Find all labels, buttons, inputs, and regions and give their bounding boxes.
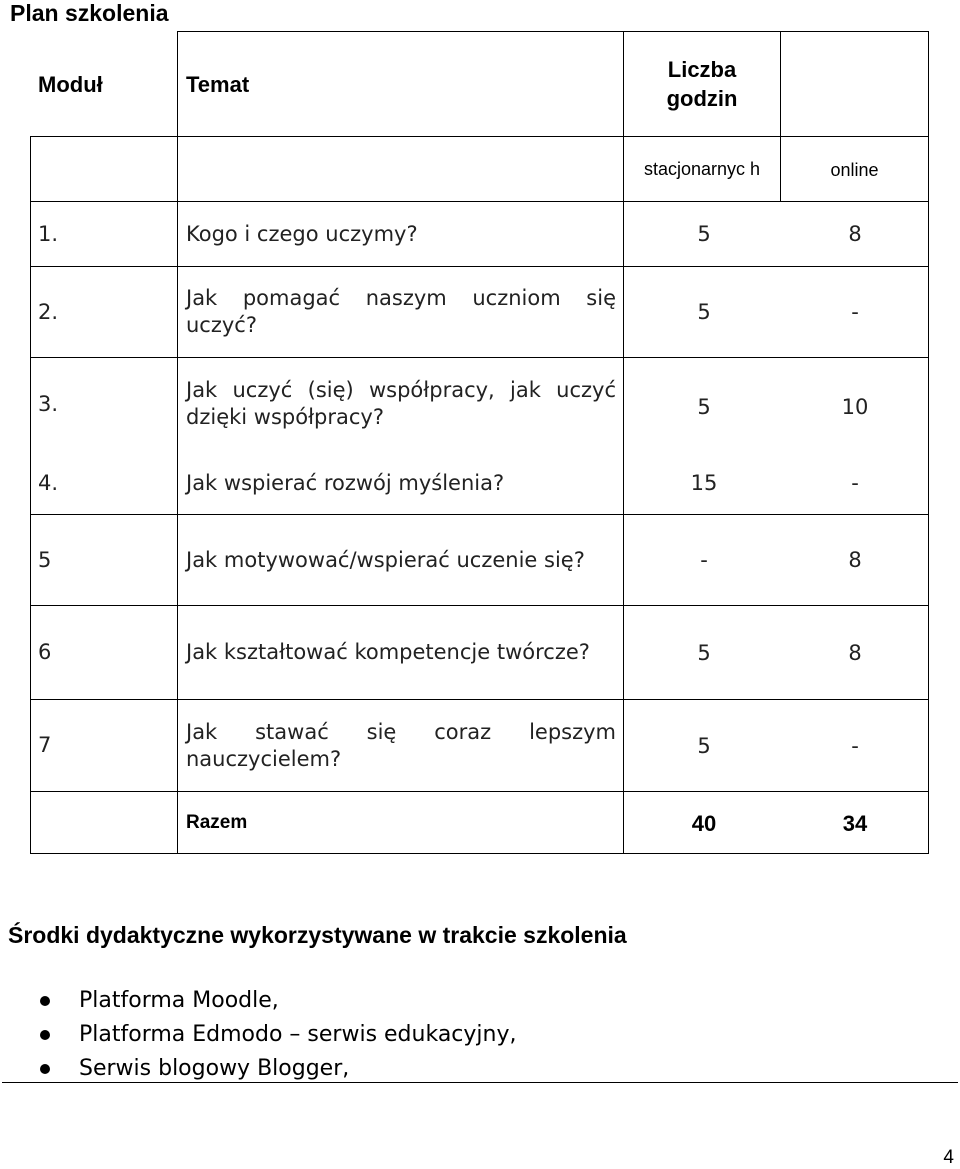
row-2-stationary: 5 <box>697 300 711 324</box>
row-4-online: - <box>851 471 859 495</box>
list-item-label: Serwis blogowy Blogger, <box>79 1056 350 1081</box>
row-3-stationary: 5 <box>697 395 711 419</box>
horizontal-rule <box>2 1082 958 1083</box>
totals-label: Razem <box>186 811 248 833</box>
row-5-module: 5 <box>38 547 52 572</box>
list-item <box>40 984 517 1018</box>
row-4-stationary: 15 <box>690 471 718 495</box>
bullet-icon <box>40 1064 50 1074</box>
header-hours: Liczba godzin <box>666 57 738 111</box>
row-6-topic: Jak kształtować kompetencje twórcze? <box>186 640 590 664</box>
row-7-online: - <box>851 733 859 758</box>
row-6-module: 6 <box>38 640 52 664</box>
header-topic: Temat <box>186 71 250 97</box>
table-border-left <box>30 136 31 854</box>
list-item <box>40 1052 517 1086</box>
header-stationary: stacjonarnyc h <box>643 159 761 179</box>
row-4-topic: Jak wspierać rozwój myślenia? <box>186 470 505 495</box>
table-border-topic-left <box>177 31 178 854</box>
row-5-online: 8 <box>848 548 862 572</box>
row-3-module: 3. <box>38 391 59 416</box>
page-title: Plan szkolenia <box>10 0 169 26</box>
resources-list <box>40 984 517 1086</box>
totals-online: 34 <box>842 811 868 836</box>
row-7-topic: Jak stawać się coraz lepszym nauczycielem? <box>186 719 616 771</box>
table-border-top <box>177 31 929 32</box>
row-3-topic: Jak uczyć (się) współpracy, jak uczyć dzięki współpracy? <box>186 378 616 429</box>
row-2-online: - <box>851 300 859 324</box>
row-4-module: 4. <box>38 470 59 495</box>
list-item-label: Platforma Moodle, <box>79 988 279 1013</box>
row-1-online: 8 <box>848 222 862 246</box>
bullet-icon <box>40 1030 50 1040</box>
header-online: online <box>830 160 879 180</box>
list-item <box>40 1018 517 1052</box>
row-3-online: 10 <box>841 395 869 419</box>
row-1-stationary: 5 <box>697 222 711 246</box>
list-item-label: Platforma Edmodo – serwis edukacyjny, <box>79 1022 517 1047</box>
row-7-stationary: 5 <box>697 733 711 758</box>
row-7-module: 7 <box>38 733 52 757</box>
row-1-topic: Kogo i czego uczymy? <box>186 221 418 246</box>
row-2-module: 2. <box>38 299 59 324</box>
row-5-topic: Jak motywować/wspierać uczenie się? <box>186 547 585 572</box>
row-6-online: 8 <box>848 640 862 665</box>
page-number: 4 <box>943 1147 954 1168</box>
row-2-topic: Jak pomagać naszym uczniom się uczyć? <box>186 286 616 337</box>
bullet-icon <box>40 996 50 1006</box>
section-title: Środki dydaktyczne wykorzystywane w trakcie szkolenia <box>8 922 627 948</box>
row-1-module: 1. <box>38 221 59 246</box>
totals-stationary: 40 <box>691 811 717 836</box>
row-6-stationary: 5 <box>697 640 711 665</box>
header-module: Moduł <box>38 71 103 97</box>
row-5-stationary: - <box>700 548 708 572</box>
